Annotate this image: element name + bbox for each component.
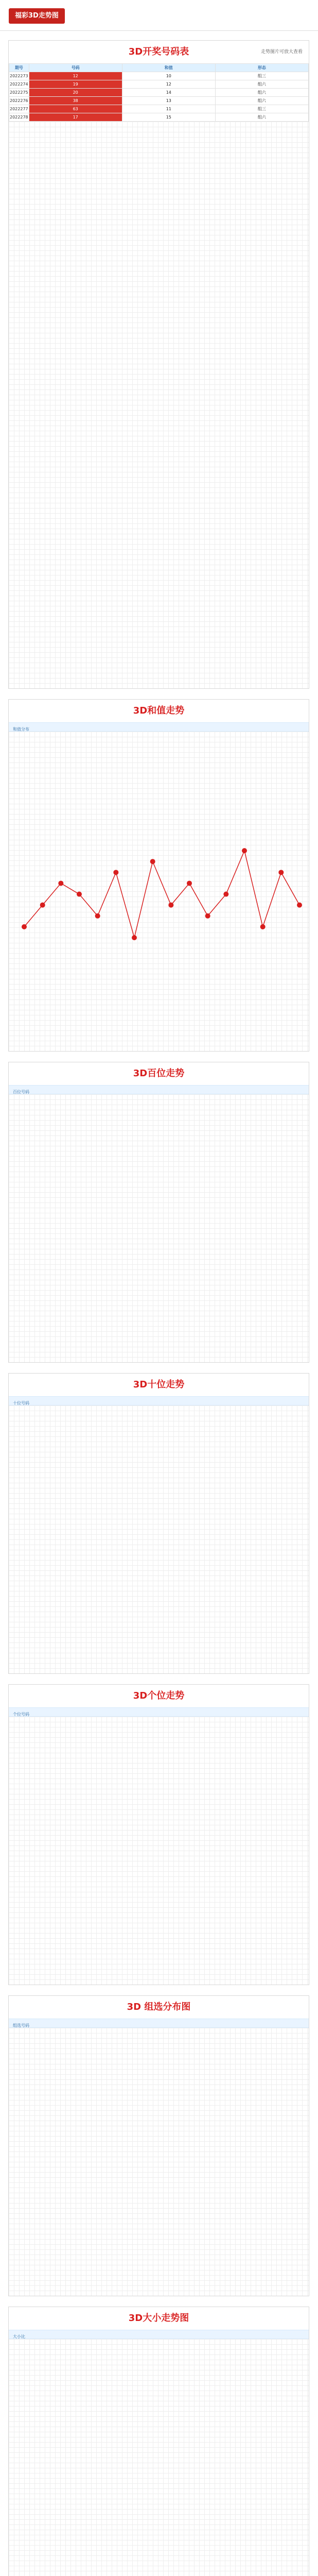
sum-point: [223, 892, 228, 897]
tens-section: 3D十位走势 十位号码: [8, 1373, 309, 1674]
table-row: 2022274 19 12 组六: [9, 80, 309, 89]
col-issue: 期号: [9, 64, 29, 72]
group-section: 3D 组选分布图 组选号码: [8, 1995, 309, 2296]
sum-trend-section: [8, 699, 309, 1052]
section-title: 3D大小走势图: [128, 2313, 189, 2324]
sum-point: [77, 892, 82, 897]
sum-line-chart: [9, 732, 309, 1051]
sum-point: [260, 924, 266, 929]
size-grid: [9, 2339, 309, 2576]
section-title: 3D和值走势: [133, 705, 185, 716]
group-grid: [9, 2028, 309, 2296]
table-row: 2022275 20 14 组六: [9, 89, 309, 97]
col-shape: 形态: [215, 64, 308, 72]
table-row: 2022277 63 11 组三: [9, 105, 309, 113]
tens-grid: [9, 1405, 309, 1673]
draw-number-table: [8, 40, 309, 689]
page-header: [0, 0, 318, 31]
draw-table: [9, 63, 309, 122]
section-title: 3D十位走势: [133, 1379, 185, 1390]
col-sum: 和值: [122, 64, 215, 72]
sum-point: [205, 913, 210, 919]
sum-point: [132, 935, 137, 940]
page-title: 福彩3D走势图: [9, 8, 65, 24]
table-row: 2022276 38 13 组六: [9, 97, 309, 105]
sum-chart: [9, 732, 309, 1051]
hundreds-section: 3D百位走势 百位号码: [8, 1062, 309, 1363]
sum-point: [113, 870, 118, 875]
sum-point: [58, 880, 63, 886]
sum-point: [22, 924, 27, 929]
size-section: 3D大小走势图 大小比: [8, 2307, 309, 2576]
section-title: 3D百位走势: [133, 1068, 185, 1079]
section-title: 3D 组选分布图: [127, 2002, 191, 2012]
sum-band: 和值分布: [9, 722, 309, 732]
number-grid: [9, 122, 309, 688]
table-row: 2022273 12 10 组三: [9, 72, 309, 80]
units-section: 3D个位走势 个位号码: [8, 1684, 309, 1985]
section-title: 3D个位走势: [133, 1690, 185, 1701]
sum-point: [278, 870, 284, 875]
table-row: 2022278 17 15 组六: [9, 113, 309, 122]
sum-point: [297, 903, 302, 908]
zoom-hint: 走势图片可放大查看: [260, 49, 303, 55]
sum-point: [187, 880, 192, 886]
sum-point: [40, 903, 45, 908]
sum-series-line: [24, 851, 299, 938]
col-number: 号码: [29, 64, 122, 72]
hundreds-grid: [9, 1094, 309, 1362]
sum-point: [150, 859, 155, 864]
sum-point: [242, 848, 247, 853]
sum-point: [168, 903, 173, 908]
section-title: 3D开奖号码表: [128, 46, 189, 57]
sum-point: [95, 913, 100, 919]
units-grid: [9, 1717, 309, 1985]
